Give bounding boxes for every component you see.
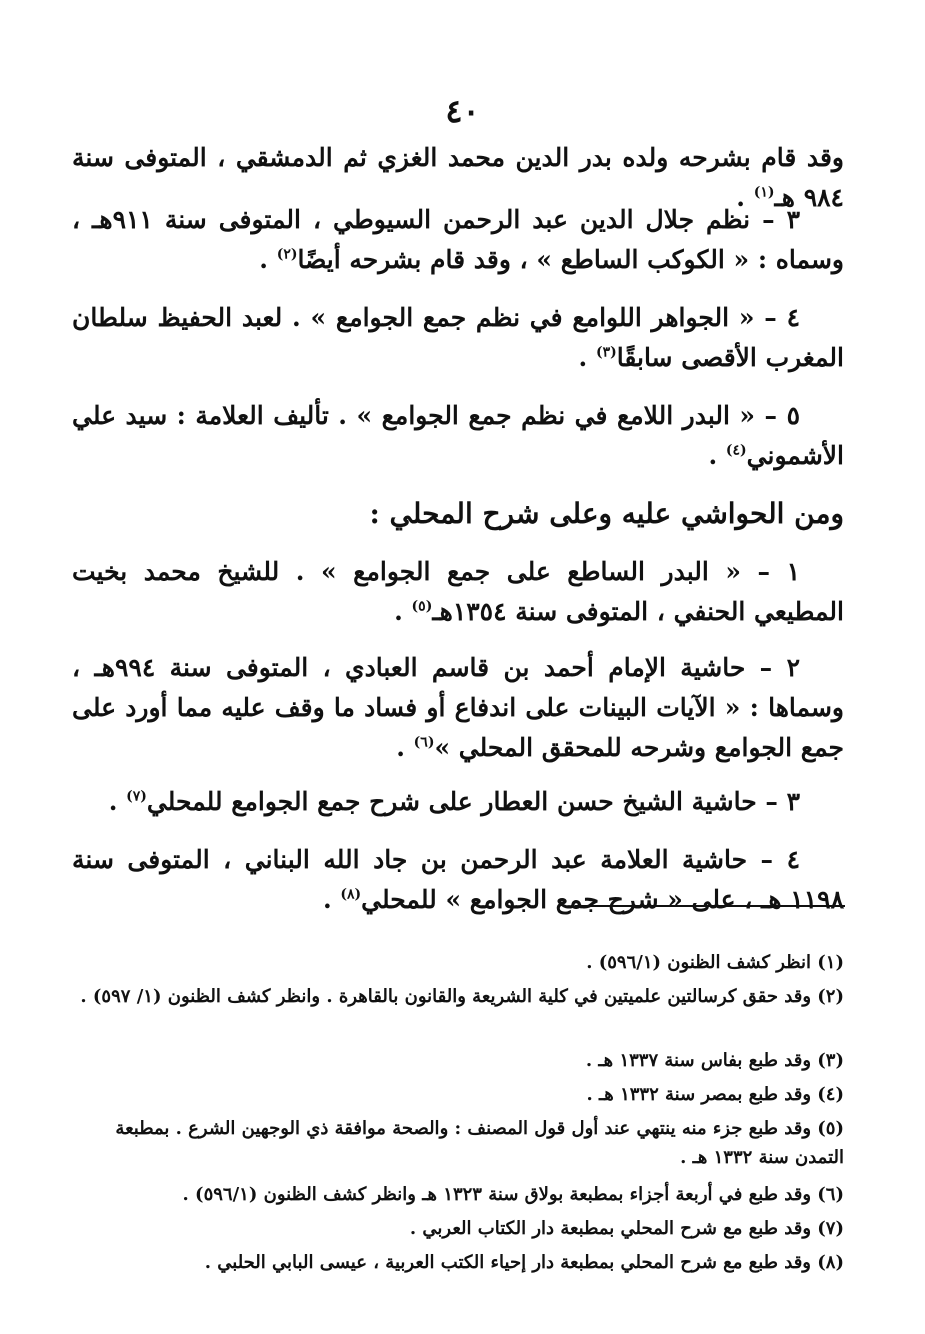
section-heading: ومن الحواشي عليه وعلى شرح المحلي : (369, 497, 844, 530)
paragraph-item-5 (72, 396, 844, 476)
end-mark: . (578, 343, 596, 372)
footnote-marker: (٤) (725, 442, 747, 459)
paragraph-item-3 (72, 200, 844, 280)
paragraph-text: ٣ – نظم جلال الدين عبد الرحمن السيوطي ، المتوفى سنة ٩١١هـ ، وسماه : « الكوكب الساطع » ، وقد قام بشرحه أيضًا (72, 205, 844, 274)
footnote-marker: (١) (753, 184, 775, 201)
footnote-separator (575, 905, 845, 907)
end-mark: . (259, 245, 277, 274)
footnote-marker: (٥) (411, 598, 433, 615)
paragraph-text: ٢ – حاشية الإمام أحمد بن قاسم العبادي ، المتوفى سنة ٩٩٤هـ ، وسماها : « الآيات البينات على اندفاع أو فساد ما وقف عليه مما أورد على جمع الجوامع وشرحه للمحقق المحلي » (72, 653, 844, 762)
page-number: ٤٠ (445, 92, 480, 130)
footnote-2: (٢) وقد حقق كرسالتين علميتين في كلية الشريعة والقانون بالقاهرة . وانظر كشف الظنون (١/ ٥٩٧) . (80, 986, 844, 1007)
paragraph-text: ٤ – حاشية العلامة عبد الرحمن بن جاد الله البناني ، المتوفى سنة ١١٩٨ هـ ، على « شرح جمع الجوامع » للمحلي (72, 845, 844, 914)
footnote-marker: (٦) (413, 734, 435, 751)
footnote-5: (٥) وقد طبع جزء منه ينتهي عند أول قول المصنف : والصحة موافقة ذي الوجهين الشرع . بمطبعة التمدن سنة ١٣٣٢ هـ . (115, 1118, 844, 1168)
end-mark: . (108, 787, 127, 816)
end-mark: . (394, 597, 412, 626)
footnote-4: (٤) وقد طبع بمصر سنة ١٣٣٢ هـ . (586, 1084, 844, 1105)
footnote-marker: (٨) (340, 886, 362, 903)
paragraph-text: ١ – « البدر الساطع على جمع الجوامع » . للشيخ محمد بخيت المطيعي الحنفي ، المتوفى سنة ١٣٥٤هـ (72, 557, 844, 626)
paragraph-item-4 (72, 298, 844, 378)
footnote-marker: (٣) (595, 344, 617, 361)
footnote-3: (٣) وقد طبع بفاس سنة ١٣٣٧ هـ . (585, 1050, 844, 1071)
footnote-marker: (٧) (126, 788, 147, 805)
footnote-marker: (٢) (276, 246, 298, 263)
footnote-6: (٦) وقد طبع في أربعة أجزاء بمطبعة بولاق سنة ١٣٢٣ هـ وانظر كشف الظنون (٥٩٦/١) . (182, 1184, 844, 1205)
end-mark: . (396, 733, 414, 762)
paragraph-hashiya-2 (72, 648, 844, 768)
footnote-7: (٧) وقد طبع مع شرح المحلي بمطبعة دار الكتاب العربي . (409, 1218, 844, 1239)
paragraph-hashiya-1 (72, 552, 844, 632)
paragraph-text: وقد قام بشرحه ولده بدر الدين محمد الغزي ثم الدمشقي ، المتوفى سنة ٩٨٤ هـ (72, 143, 844, 212)
end-mark: . (322, 885, 341, 914)
footnote-8: (٨) وقد طبع مع شرح المحلي بمطبعة دار إحياء الكتب العربية ، عيسى البابي الحلبي . (204, 1252, 844, 1273)
end-mark: . (736, 183, 754, 212)
paragraph-hashiya-3 (72, 782, 844, 822)
paragraph-text: ٣ – حاشية الشيخ حسن العطار على شرح جمع الجوامع للمحلي (146, 787, 800, 816)
paragraph-text: ٥ – « البدر اللامع في نظم جمع الجوامع » . تأليف العلامة : سيد علي الأشموني (72, 401, 844, 470)
paragraph-hashiya-4 (72, 840, 844, 920)
footnote-1: (١) انظر كشف الظنون (٥٩٦/١) . (586, 952, 844, 973)
end-mark: . (708, 441, 726, 470)
paragraph-text: ٤ – « الجواهر اللوامع في نظم جمع الجوامع » . لعبد الحفيظ سلطان المغرب الأقصى سابقًا (72, 303, 844, 372)
